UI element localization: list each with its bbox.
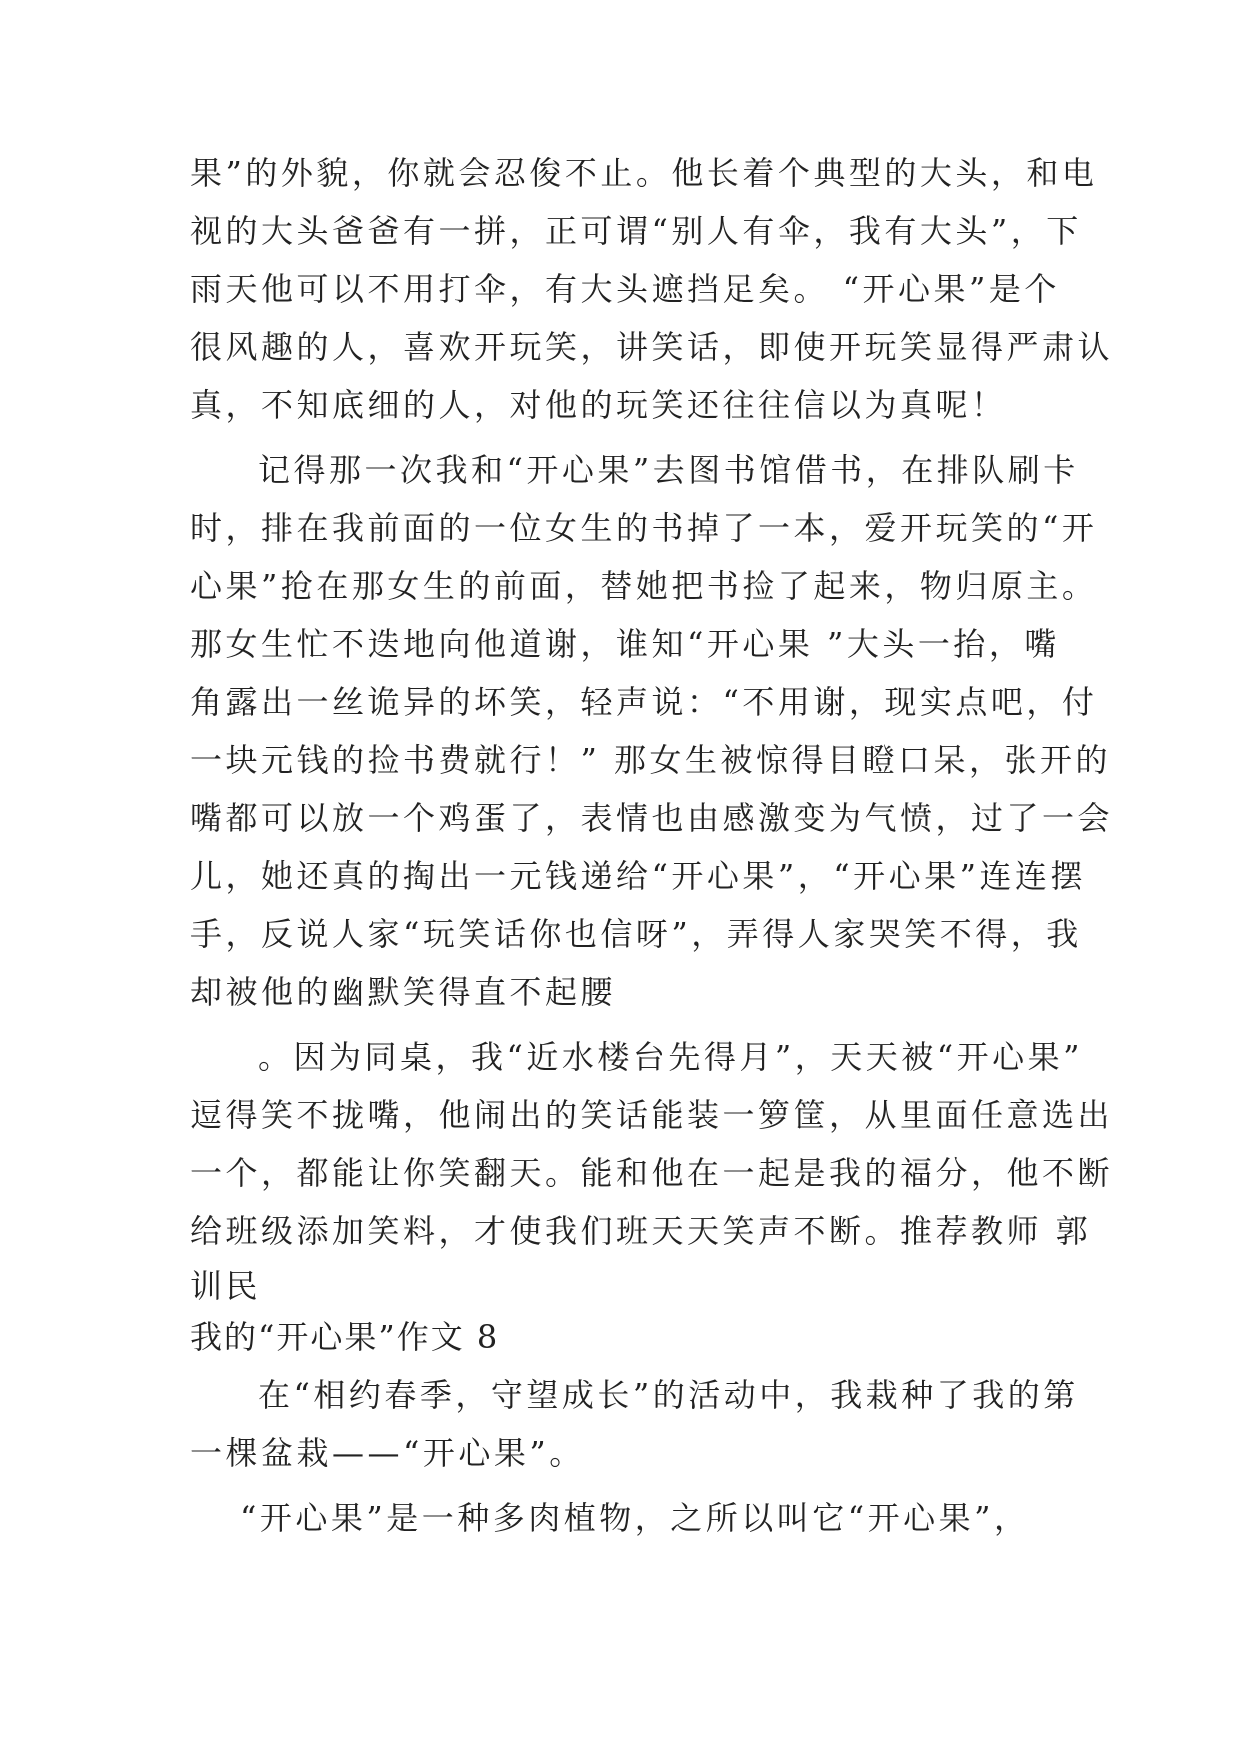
text-line: 果”的外貌，你就会忍俊不止。他长着个典型的大头，和电	[190, 154, 1098, 192]
text-line: 儿，她还真的掏出一元钱递给“开心果”，“开心果”连连摆	[190, 857, 1086, 895]
paragraph-first-line: “开心果”是一种多肉植物，之所以叫它“开心果”，	[240, 1499, 1030, 1537]
text-line: 嘴都可以放一个鸡蛋了，表情也由感激变为气愤，过了一会	[190, 799, 1114, 837]
text-line: 手，反说人家“玩笑话你也信呀”，弄得人家哭笑不得，我	[190, 915, 1082, 953]
text-line: 雨天他可以不用打伞，有大头遮挡足矣。 “开心果”是个	[190, 270, 1060, 308]
text-line: 一棵盆栽——“开心果”。	[190, 1434, 585, 1472]
text-line: 视的大头爸爸有一拼，正可谓“别人有伞，我有大头”，下	[190, 212, 1082, 250]
text-line: 给班级添加笑料，才使我们班天天笑声不断。推荐教师 郭	[190, 1212, 1092, 1250]
paragraph-first-line: 记得那一次我和“开心果”去图书馆借书，在排队刷卡	[258, 451, 1079, 489]
text-line: 却被他的幽默笑得直不起腰	[190, 973, 617, 1011]
section-heading: 我的“开心果”作文 8	[190, 1318, 500, 1356]
text-line: 真，不知底细的人，对他的玩笑还往往信以为真呢！	[190, 386, 1007, 424]
text-line: 一个，都能让你笑翻天。能和他在一起是我的福分，他不断	[190, 1154, 1114, 1192]
text-line: 时，排在我前面的一位女生的书掉了一本，爱开玩笑的“开	[190, 509, 1098, 547]
paragraph-first-line: 。因为同桌，我“近水楼台先得月”，天天被“开心果”	[258, 1038, 1083, 1076]
text-line: 很风趣的人，喜欢开玩笑，讲笑话，即使开玩笑显得严肃认	[190, 328, 1114, 366]
text-line: 一块元钱的捡书费就行！” 那女生被惊得目瞪口呆，张开的	[190, 741, 1112, 779]
text-line: 逗得笑不拢嘴，他闹出的笑话能装一箩筐，从里面任意选出	[190, 1096, 1114, 1134]
text-line: 那女生忙不迭地向他道谢，谁知“开心果 ”大头一抬，嘴	[190, 625, 1060, 663]
text-line: 角露出一丝诡异的坏笑，轻声说：“不用谢，现实点吧，付	[190, 683, 1098, 721]
text-line: 心果”抢在那女生的前面，替她把书捡了起来，物归原主。	[190, 567, 1098, 605]
text-line: 训民	[190, 1267, 262, 1305]
paragraph-first-line: 在“相约春季，守望成长”的活动中，我栽种了我的第	[258, 1376, 1079, 1414]
